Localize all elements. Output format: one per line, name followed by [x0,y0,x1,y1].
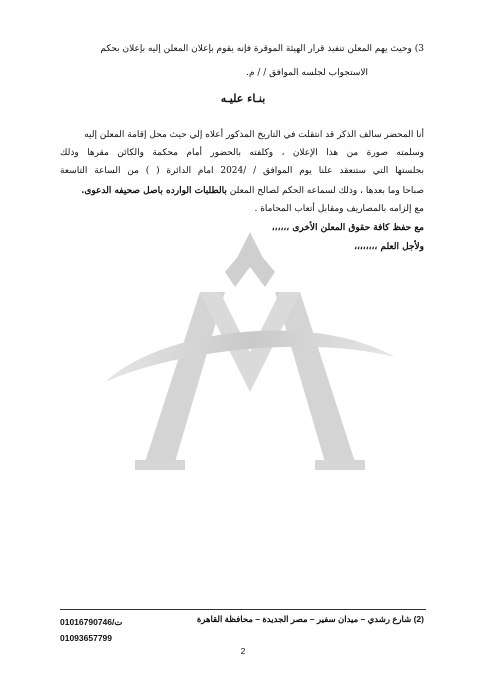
item-3-line-2: الاستجواب لجلسه الموافق / / م. [246,68,368,78]
footer-phone-1: ت/01016790746 [60,617,123,627]
footer-address: (2) شارع رشدي – ميدان سفير – مصر الجديدة – محافظة القاهرة [196,614,424,624]
page-number: 2 [240,646,246,656]
section-heading: بنـاء عليـه [220,92,266,105]
body-line-6: مع حفظ كافة حقوق المعلن الأخرى ،،،،،، [271,223,424,233]
footer-phone-2: 01093657799 [60,633,113,643]
body-line-4 [60,185,424,197]
footer-divider [60,609,426,610]
body-line-4-bold: بالطلبات الوارده باصل صحيفه الدعوى. [81,186,227,196]
body-line-1: أنا المحضر سالف الذكر قد انتقلت في التاريخ المذكور أعلاه إلي حيث محل إقامة المعلن إليه [84,130,424,140]
watermark-logo [105,232,395,492]
body-line-4-text: صباحا وما بعدها ، وذلك لسماعه الحكم لصالح المعلن [229,186,424,196]
body-line-5: مع إلزامه بالمصاريف ومقابل أتعاب المحاماة . [254,204,424,214]
body-line-3: بجلستها التي ستنعقد علنا يوم الموافق / /2024 امام الدائرة ( ) من الساعة التاسعة [60,166,424,176]
footer-phones [60,614,122,646]
item-number: 3) [414,44,424,54]
body-line-2: وسلمته صورة من هذا الإعلان ، وكلفته بالحضور أمام محكمة والكائن مقرها وذلك [60,148,424,158]
body-line-7: ولأجل العلم ،،،،،،،، [354,242,424,252]
item-text: وحيث يهم المعلن تنفيذ قرار الهيئة الموقرة فإنه يقوم بإعلان المعلن إليه بإعلان بحكم [100,44,412,54]
item-3-line-1 [60,43,424,55]
